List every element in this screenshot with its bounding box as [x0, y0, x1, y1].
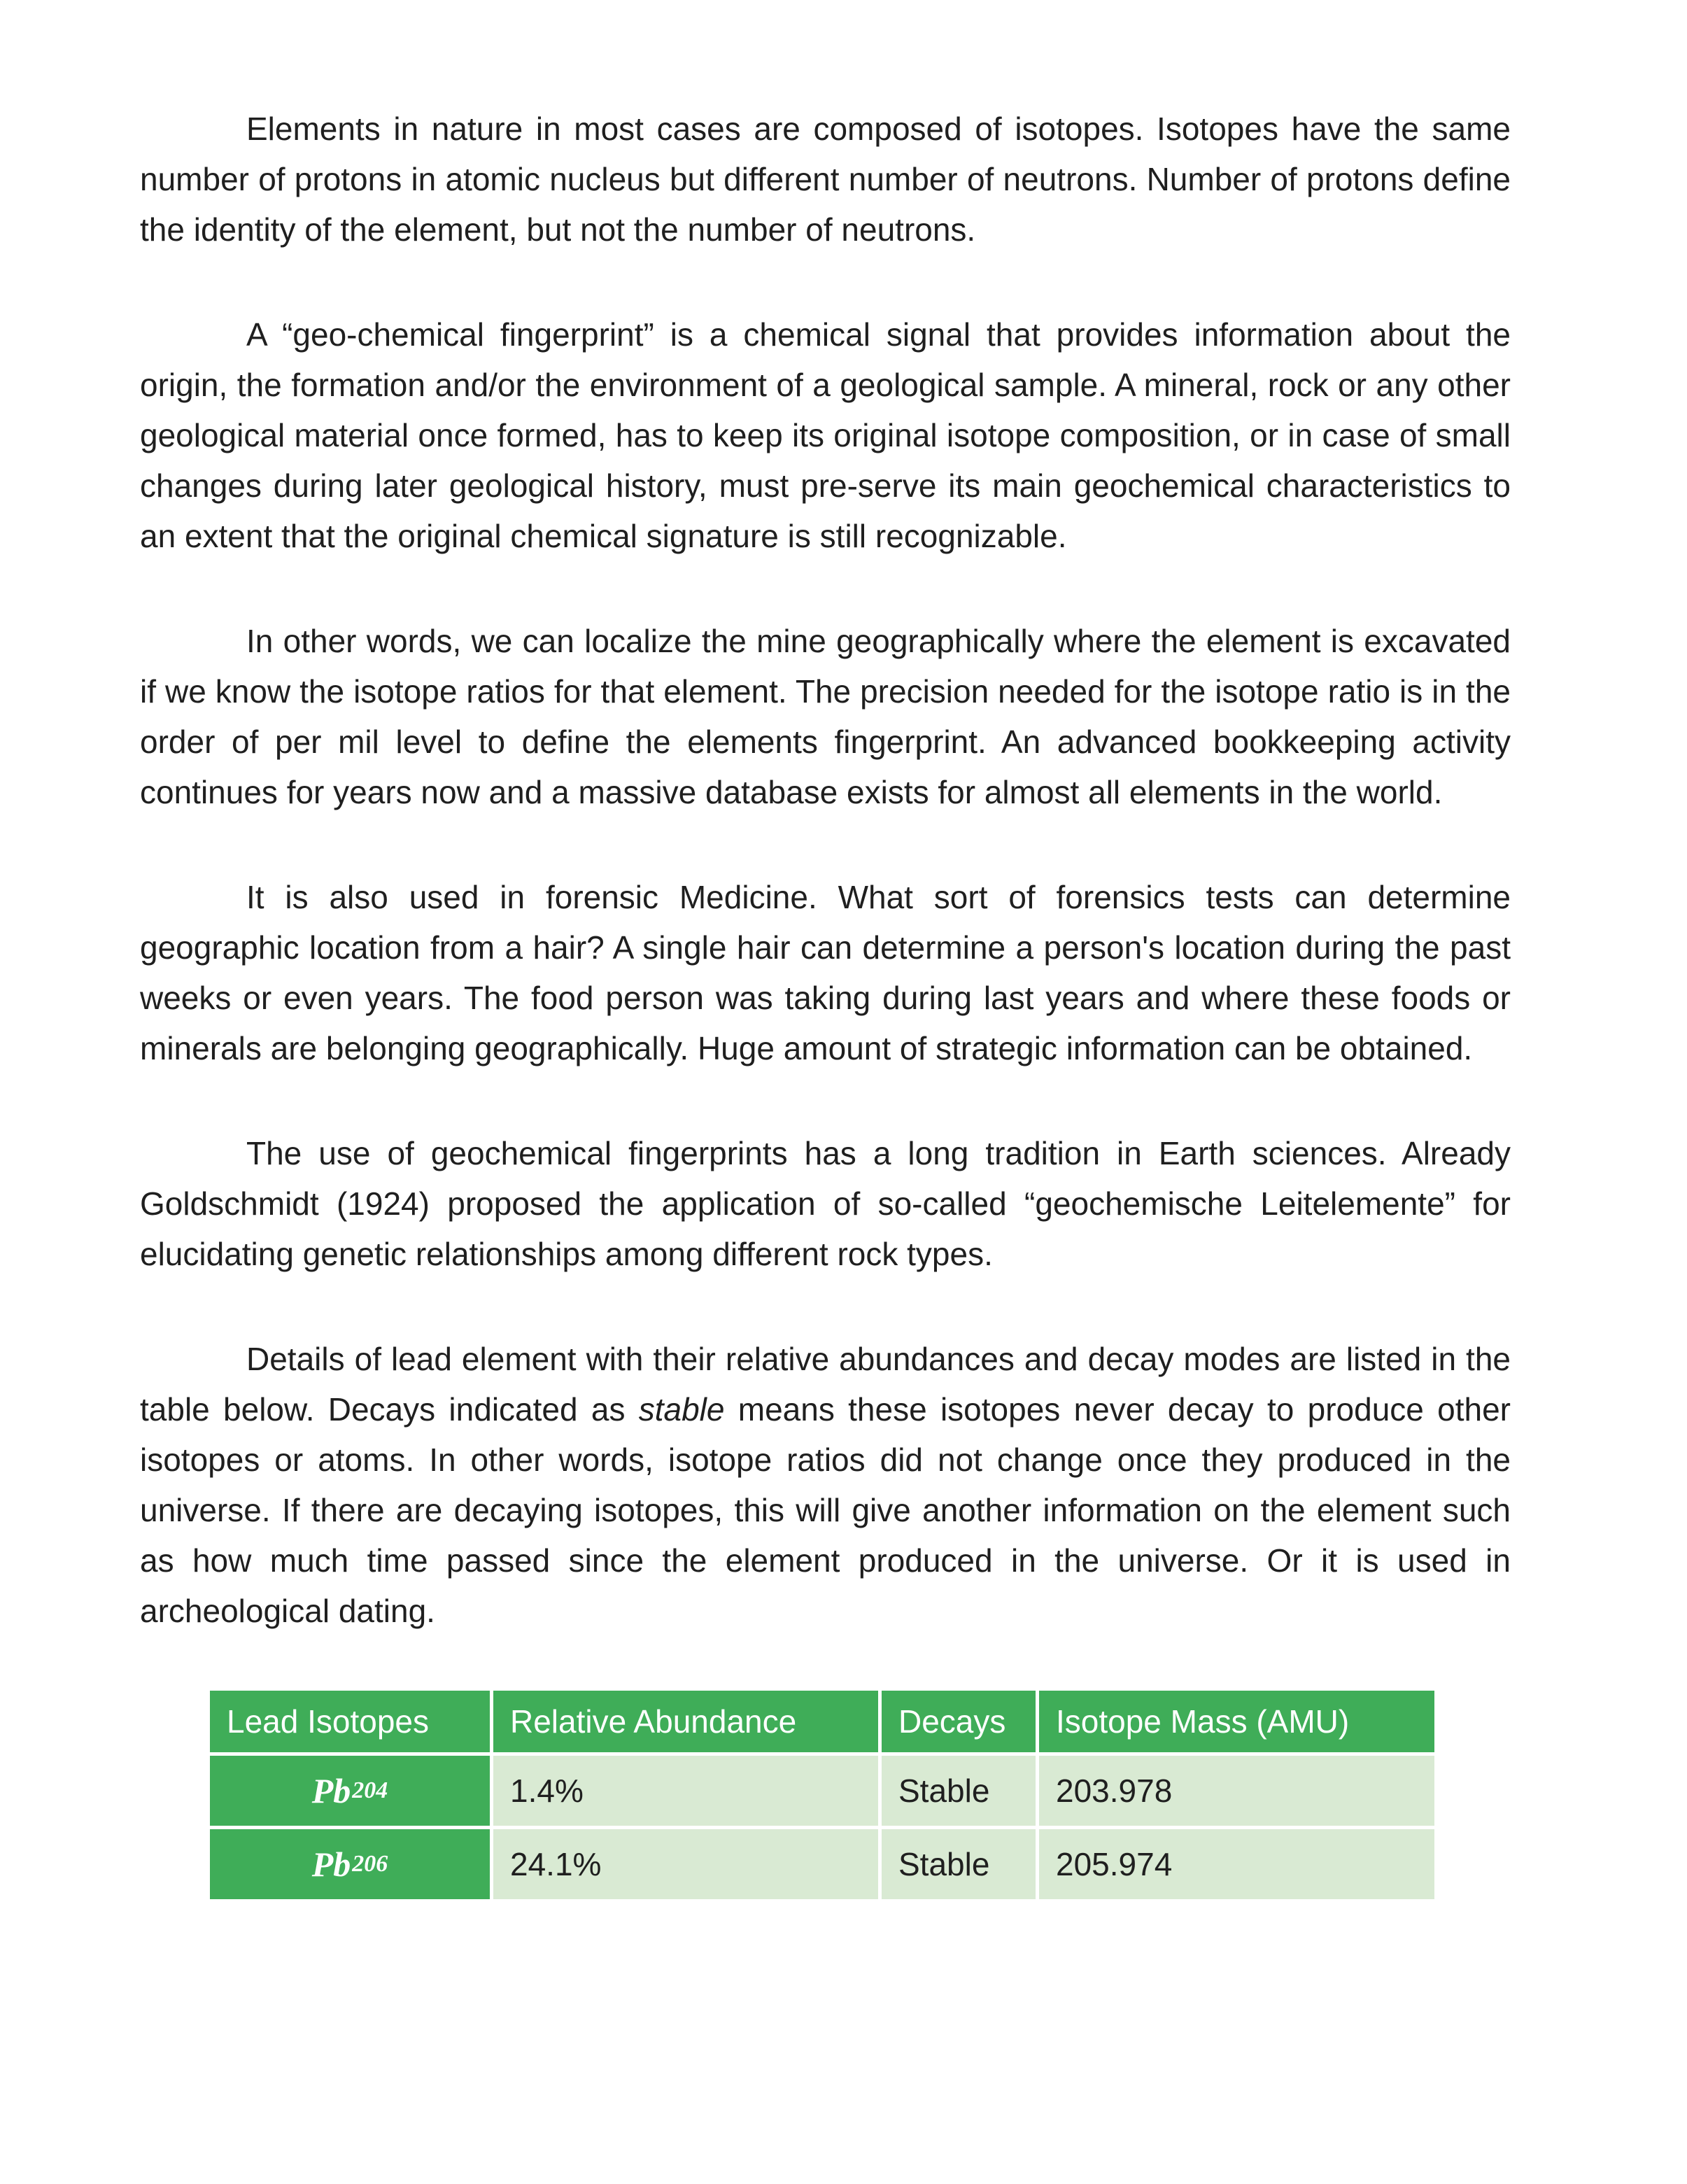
isotope-element-symbol: Pb — [311, 1771, 351, 1810]
isotope-label-cell: Pb 204 — [210, 1756, 490, 1826]
paragraph-isotopes-intro: Elements in nature in most cases are composed of isotopes. Isotopes have the same number of protons in atomic nucleus but different number of neutrons. Number of protons define the identity of the element, but not the number of neutrons. — [140, 111, 1511, 248]
isotope-element-symbol: Pb — [311, 1845, 351, 1884]
isotope-label-cell: Pb 206 — [210, 1829, 490, 1899]
paragraph-lead-details-post: means these isotopes never decay to produce other isotopes or atoms. In other words, isotope ratios did not change once they produced in the universe. If there are decaying isotopes, this will give another information on the element such as how much time passed since the element produced in the universe. Or it is used in archeological dating. — [140, 1391, 1511, 1629]
table-header-isotope-mass: Isotope Mass (AMU) — [1039, 1691, 1434, 1752]
isotope-mass-cell: 203.978 — [1039, 1756, 1434, 1826]
paragraph-lead-details-pre: Details of lead element with their relative abundances and decay modes are listed in the table below. Decays indicated as — [140, 1341, 1511, 1428]
paragraph-earth-sciences-tradition: The use of geochemical fingerprints has a long tradition in Earth sciences. Already Goldschmidt (1924) proposed the application of so-called “geochemische Leitelemente” for elucidating genetic relationships among different rock types. — [140, 1135, 1511, 1272]
isotope-mass-cell: 205.974 — [1039, 1829, 1434, 1899]
paragraph-geochemical-fingerprint: A “geo-chemical fingerprint” is a chemical signal that provides information about the origin, the formation and/or the environment of a geological sample. A mineral, rock or any other geological material once formed, has to keep its original isotope composition, or in case of small changes during later geological history, must pre-serve its main geochemical characteristics to an extent that the original chemical signature is still recognizable. — [140, 316, 1511, 554]
table-header-lead-isotopes: Lead Isotopes — [210, 1691, 490, 1752]
paragraph-localize-mine: In other words, we can localize the mine geographically where the element is excavated if we know the isotope ratios for that element. The precision needed for the isotope ratio is in the order of per mil level to define the elements fingerprint. An advanced bookkeeping activity continues for years now and a massive database exists for almost all elements in the world. — [140, 623, 1511, 810]
lead-isotopes-table — [210, 1691, 1434, 1899]
paragraph-forensic-medicine: It is also used in forensic Medicine. What sort of forensics tests can determine geographic location from a hair? A single hair can determine a person's location during the past weeks or even years. The food person was taking during last years and where these foods or minerals are belonging geographically. Huge amount of strategic information can be obtained. — [140, 879, 1511, 1066]
decays-cell: Stable — [882, 1829, 1036, 1899]
document-body — [140, 104, 1511, 1899]
table-header-relative-abundance: Relative Abundance — [493, 1691, 878, 1752]
stable-italic-word: stable — [638, 1391, 725, 1428]
relative-abundance-cell: 1.4% — [493, 1756, 878, 1826]
paragraph-lead-details — [140, 1334, 1511, 1636]
relative-abundance-cell: 24.1% — [493, 1829, 878, 1899]
table-header-decays: Decays — [882, 1691, 1036, 1752]
decays-cell: Stable — [882, 1756, 1036, 1826]
